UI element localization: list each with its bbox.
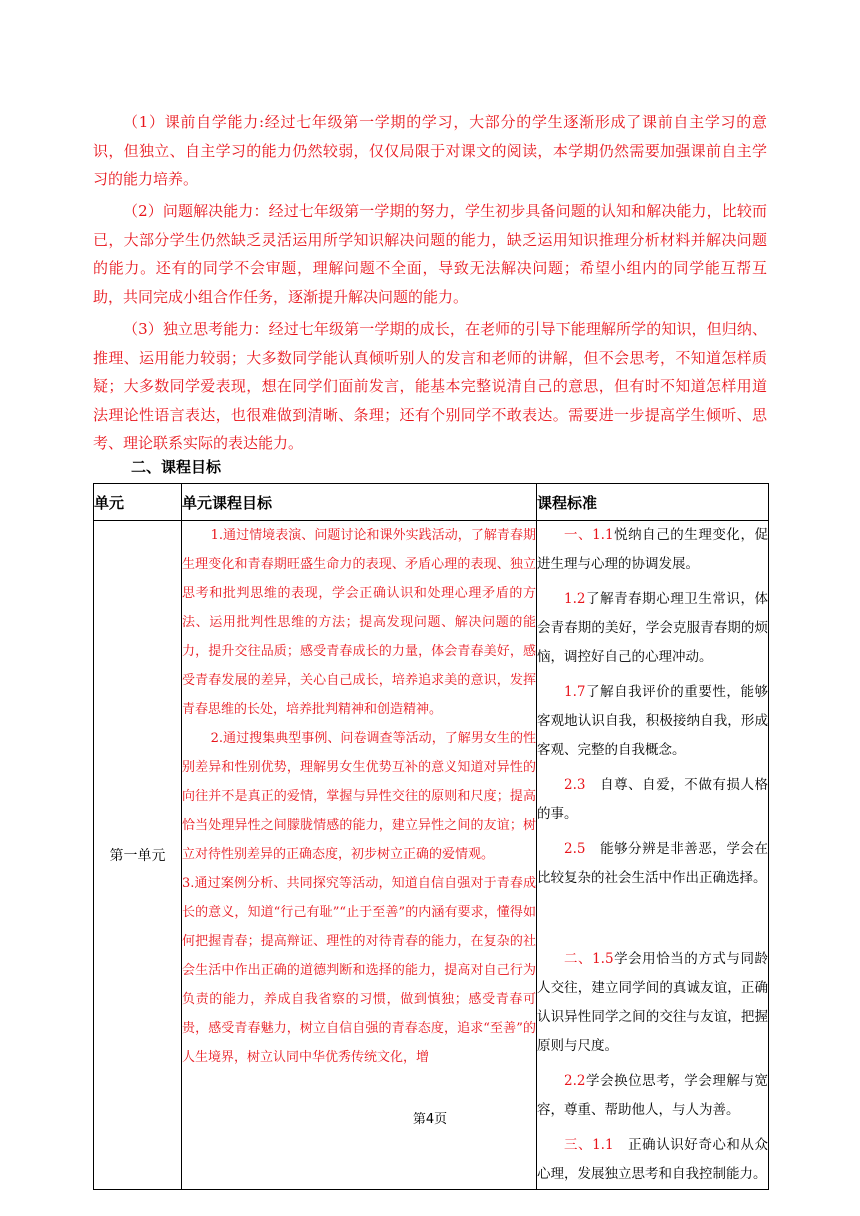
header-standards: 课程标准 [537, 484, 769, 521]
goals-cell [182, 521, 537, 1190]
standard-item [537, 835, 768, 893]
standard-text: 自尊、自爱，不做有损人格的事。 [537, 777, 768, 822]
standard-number: 三、1.1 [564, 1137, 614, 1153]
section-title: 二、课程目标 [131, 458, 222, 476]
standard-text: 了解自我评价的重要性，能够客观地认识自我，积极接纳自我，形成客观、完整的自我概念。 [537, 684, 768, 758]
table-row [94, 521, 769, 1190]
standard-text: 能够分辨是非善恶，学会在比较复杂的社会生活中作出正确选择。 [537, 841, 768, 886]
standard-text: 了解青春期心理卫生常识，体会青春期的美好，学会克服青春期的烦恼，调控好自己的心理冲动。 [537, 591, 768, 665]
standard-text: 学会用恰当的方式与同龄人交往，建立同学间的真诚友谊，正确认识异性同学之间的交往与友谊，把握原则与尺度。 [537, 951, 768, 1054]
paragraph-self-study: （1）课前自学能力:经过七年级第一学期的学习，大部分的学生逐渐形成了课前自主学习的意识，但独立、自主学习的能力仍然较弱，仅仅局限于对课文的阅读，本学期仍然需要加强课前自主学习的能力培养。 [93, 113, 767, 188]
standard-item [537, 771, 768, 829]
paragraph-problem-solving: （2）问题解决能力：经过七年级第一学期的努力，学生初步具备问题的认知和解决能力，比较而已，大部分学生仍然缺乏灵活运用所学知识解决问题的能力，缺乏运用知识推理分析材料并解决问题的能力。还有的同学不会审题，理解问题不全面，导致无法解决问题；希望小组内的同学能互帮互助，共同完成小组合作任务，逐渐提升解决问题的能力。 [93, 202, 767, 306]
standard-item [537, 678, 768, 765]
goal-item: 3.通过案例分析、共同探究等活动，知道自信自强对于青春成长的意义，知道“行己有耻”“止于至善”的内涵有要求，懂得如何把握青春；提高辩证、理性的对待青春的能力，在复杂的社会生活中作出正确的道德判断和选择的能力，提高对自己行为负责的能力，养成自我省察的习惯，做到慎独；感受青春可贵，感受青春魅力，树立自信自强的青春态度，追求“至善”的人生境界，树立认同中华优秀传统文化，增 [182, 876, 536, 1065]
standard-item [537, 945, 768, 1061]
standard-number: 1.7 [564, 684, 586, 700]
course-goals-table [93, 483, 769, 1190]
page-number: 第4页 [412, 1112, 448, 1127]
goal-item: 1.通过情境表演、问题讨论和课外实践活动，了解青春期生理变化和青春期旺盛生命力的表现、矛盾心理的表现、独立思考和批判思维的表现，学会正确认识和处理心理矛盾的方法、运用批判性思维的方法；提高发现问题、解决问题的能力，提升交往品质；感受青春成长的力量，体会青春美好，感受青春发展的差异，关心自己成长，培养追求美的意识，发挥青春思维的长处，培养批判精神和创造精神。 [182, 528, 536, 717]
standard-number: 二、1.5 [564, 951, 614, 967]
standard-number: 1.2 [564, 591, 586, 607]
standard-number: 一、1.1 [564, 527, 614, 543]
standard-item [537, 585, 768, 672]
standard-text: 正确认识好奇心和从众心理，发展独立思考和自我控制能力。 [537, 1137, 768, 1182]
standards-cell [537, 521, 769, 1190]
goal-item: 2.通过搜集典型事例、问卷调查等活动，了解男女生的性别差异和性别优势，理解男女生优势互补的意义知道对异性的向往并不是真正的爱情，掌握与异性交往的原则和尺度；提高恰当处理异性之间朦胧情感的能力，建立异性之间的友谊；树立对待性别差异的正确态度，初步树立正确的爱情观。 [182, 731, 536, 862]
table-header-row [94, 484, 769, 521]
standard-text: 悦纳自己的生理变化，促进生理与心理的协调发展。 [537, 527, 768, 572]
standard-text: 学会换位思考，学会理解与宽容，尊重、帮助他人，与人为善。 [537, 1073, 768, 1118]
unit-cell: 第一单元 [94, 521, 182, 1190]
header-unit: 单元 [94, 484, 182, 521]
standard-item [537, 1131, 768, 1189]
standard-number: 2.2 [564, 1073, 586, 1089]
standard-item [537, 521, 768, 579]
paragraph-independent-thinking: （3）独立思考能力：经过七年级第一学期的成长，在老师的引导下能理解所学的知识，但归纳、推理、运用能力较弱；大多数同学能认真倾听别人的发言和老师的讲解，但不会思考，不知道怎样质疑；大多数同学爱表现，想在同学们面前发言，能基本完整说清自己的意思，但有时不知道怎样用道法理论性语言表达，也很难做到清晰、条理；还有个别同学不敢表达。需要进一步提高学生倾听、思考、理论联系实际的表达能力。 [93, 320, 767, 452]
standard-number: 2.5 [564, 841, 586, 857]
header-unit-goals: 单元课程目标 [182, 484, 537, 521]
standard-number: 2.3 [564, 777, 586, 793]
